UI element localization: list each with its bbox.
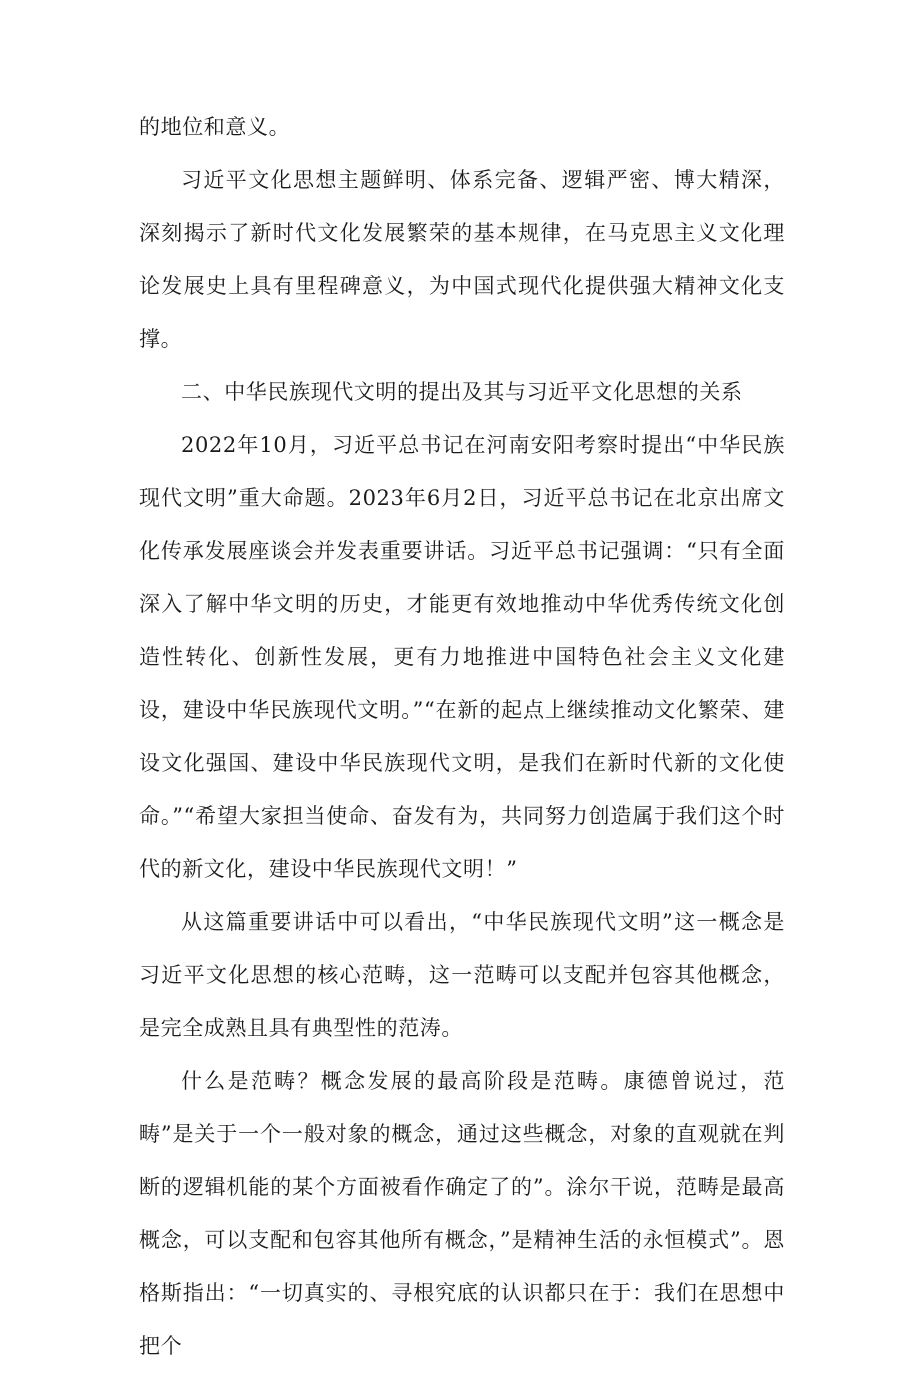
paragraph-speech: 2022年10月，习近平总书记在河南安阳考察时提出“中华民族现代文明”重大命题。2023年6月2日，习近平总书记在北京出席文化传承发展座谈会并发表重要讲话。习近平总书记强调：“只有全面深入了解中华文明的历史，才能更有效地推动中华优秀传统文化创造性转化、创新性发展，更有力地推进中国特色社会主义文化建设，建设中华民族现代文明。”“在新的起点上继续推动文化繁荣、建设文化强国、建设中华民族现代文明，是我们在新时代新的文化使命。”“希望大家担当使命、奋发有为，共同努力创造属于我们这个时代的新文化，建设中华民族现代文明！” [139, 433, 785, 881]
paragraph-thought-summary: 习近平文化思想主题鲜明、体系完备、逻辑严密、博大精深，深刻揭示了新时代文化发展繁荣的基本规律，在马克思主义文化理论发展史上具有里程碑意义，为中国式现代化提供强大精神文化支撑。 [139, 168, 785, 351]
paragraph-core-category: 从这篇重要讲话中可以看出，“中华民族现代文明”这一概念是习近平文化思想的核心范畴，这一范畴可以支配并包容其他概念，是完全成熟且具有典型性的范涛。 [139, 910, 785, 1040]
section-heading: 二、中华民族现代文明的提出及其与习近平文化思想的关系 [181, 380, 743, 404]
document-body [139, 101, 785, 1373]
paragraph-continuation: 的地位和意义。 [139, 115, 291, 139]
paragraph-what-is-category: 什么是范畴？概念发展的最高阶段是范畴。康德曾说过，范畴”是关于一个一般对象的概念，通过这些概念，对象的直观就在判断的逻辑机能的某个方面被看作确定了的”。涂尔干说，范畴是最高概念，可以支配和包容其他所有概念，”是精神生活的永恒模式”。恩格斯指出：“一切真实的、寻根究底的认识都只在于：我们在思想中把个 [139, 1069, 785, 1358]
